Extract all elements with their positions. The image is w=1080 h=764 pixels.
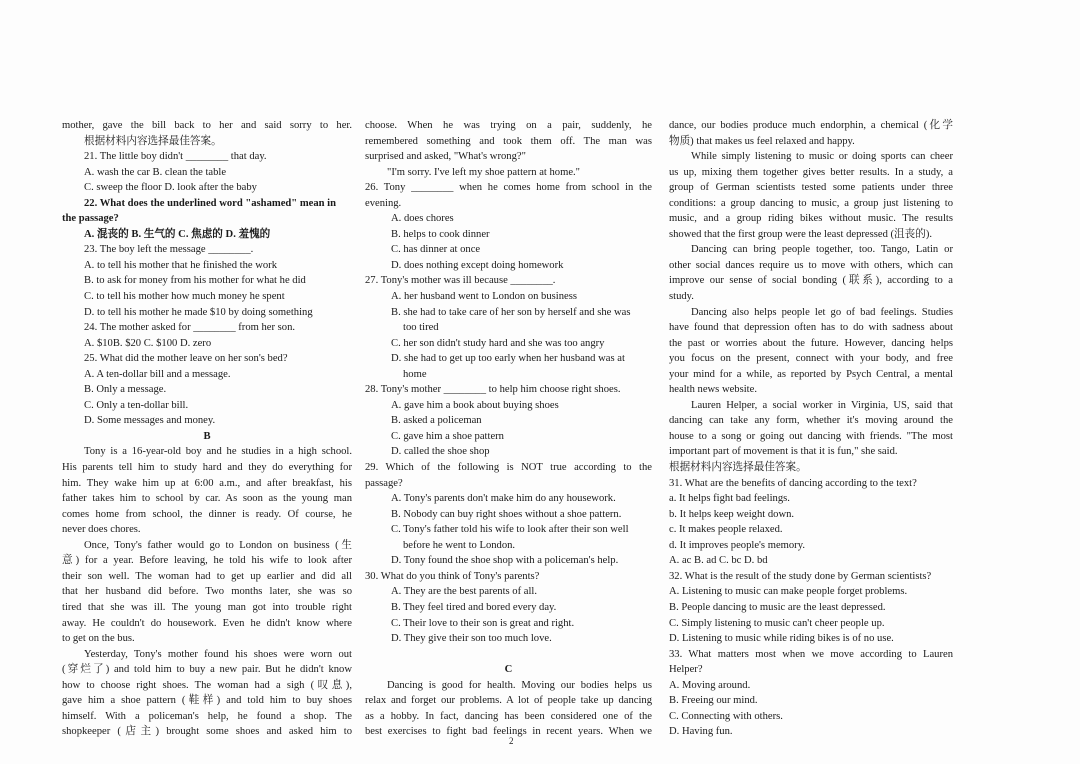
text-line: conditions: a group dancing to music, a group just listening to — [669, 197, 953, 209]
text-line: B. Freeing our mind. — [669, 695, 758, 707]
text-line: you focus on the present, connect with your body, and free — [669, 353, 953, 365]
text-line: A. to tell his mother that he finished the work — [84, 259, 278, 271]
text-line: D. to tell his mother he made $10 by doing something — [84, 306, 313, 318]
text-line: their son well. The woman had to get up earlier and did all — [62, 570, 352, 582]
text-line: A. Tony's parents don't make him do any housework. — [391, 493, 616, 505]
text-line: 32. What is the result of the study done by German scientists? — [669, 570, 932, 582]
text-line: the past or worries about the future. However, dancing helps — [669, 337, 953, 349]
text-line: While simply listening to music or doing sports can cheer — [691, 151, 953, 163]
text-line: C. sweep the floor D. look after the baby — [84, 182, 257, 194]
text-line: 根据材料内容选择最佳答案。 — [84, 135, 222, 147]
text-line: 29. Which of the following is NOT true according to the — [365, 462, 652, 474]
text-line: His parents tell him to study hard and they do everything for — [62, 462, 352, 474]
text-line: never does chores. — [62, 524, 141, 536]
text-line: comes home from school, the dinner is ready. Of course, he — [62, 508, 352, 520]
text-line: d. It improves people's memory. — [669, 539, 805, 551]
text-line: A. her husband went to London on business — [391, 291, 577, 303]
text-line: evening. — [365, 197, 402, 209]
text-line: health news website. — [669, 384, 757, 396]
text-line: other social dances require us to move with others, which can — [669, 259, 953, 271]
text-line: study. — [669, 291, 694, 303]
text-line: away. He couldn't do housework. Even he didn't know where — [62, 617, 352, 629]
text-line: dancing can take any form, whether it's moving around the — [669, 415, 953, 427]
text-line: 25. What did the mother leave on her son's bed? — [84, 353, 288, 365]
text-line: mother, gave the bill back to her and said sorry to her. — [62, 120, 352, 131]
text-line: best exercises to fight bad feelings in recent years. When we — [365, 726, 652, 738]
text-line: shopkeeper (店主) brought some shoes and asked him to — [62, 726, 352, 738]
text-line: c. It makes people relaxed. — [669, 524, 783, 536]
text-line: C. Simply listening to music can't cheer people up. — [669, 617, 885, 629]
text-line: B. helps to cook dinner — [391, 228, 490, 240]
text-line: important part of movement is that it is fun," she said. — [669, 446, 898, 458]
text-line: him. They wake him up at 6:00 a.m., and after breakfast, his — [62, 477, 352, 489]
text-line: how to choose right shoes. The woman had a sigh (叹息), — [62, 679, 352, 691]
text-line: group of German scientists tested some patients under three — [669, 182, 953, 194]
text-line: A. 混丧的 B. 生气的 C. 焦虑的 D. 羞愧的 — [84, 228, 271, 240]
text-line: Dancing also helps people let go of bad feelings. Studies — [691, 306, 953, 318]
text-line — [365, 647, 652, 663]
text-line: dance, our bodies produce much endorphin, a chemical (化学 — [669, 120, 953, 131]
text-line: gave him a shoe pattern (鞋样) and told him to buy shoes — [62, 695, 352, 707]
text-line: C — [504, 664, 513, 676]
text-line: B. to ask for money from his mother for what he did — [84, 275, 306, 287]
text-line: before he went to London. — [403, 539, 516, 551]
text-line: 26. Tony ________ when he comes home from school in the — [365, 182, 652, 194]
text-line: music, and a group riding bikes without music. The results — [669, 213, 953, 225]
text-line: B. They feel tired and bored every day. — [391, 601, 557, 613]
text-line: passage? — [365, 477, 403, 489]
text-line: "I'm sorry. I've left my shoe pattern at home." — [387, 166, 580, 178]
text-line: B — [203, 430, 211, 442]
text-line: A. A ten-dollar bill and a message. — [84, 368, 231, 380]
text-line: A. gave him a book about buying shoes — [391, 399, 559, 411]
text-line: B. People dancing to music are the least depressed. — [669, 601, 886, 613]
text-line: C. Only a ten-dollar bill. — [84, 399, 189, 411]
text-line: D. Listening to music while riding bikes is of no use. — [669, 633, 894, 645]
text-line: A. Moving around. — [669, 679, 751, 691]
text-line: house to a song or going out dancing with friends. "The most — [669, 430, 953, 442]
text-line: showed that the first group were the least depressed (沮丧的). — [669, 228, 933, 240]
text-line: C. to tell his mother how much money he spent — [84, 291, 285, 303]
text-line: 21. The little boy didn't ________ that day. — [84, 151, 267, 163]
page-number: 2 — [509, 736, 514, 746]
text-line: to get on the bus. — [62, 633, 135, 645]
text-line: (穿烂了) and told him to buy a new pair. But he didn't know — [62, 664, 352, 676]
text-line: Once, Tony's father would go to London on business (生 — [84, 539, 352, 551]
text-line: C. Connecting with others. — [669, 710, 783, 722]
text-line: relax and forget our problems. A lot of people take up dancing — [365, 695, 652, 707]
text-line: 物质) that makes us feel relaxed and happy. — [669, 135, 855, 147]
text-line: a. It helps fight bad feelings. — [669, 493, 790, 505]
text-line: 33. What matters most when we move according to Lauren — [669, 648, 953, 660]
text-line: 24. The mother asked for ________ from her son. — [84, 322, 296, 334]
text-line: 31. What are the benefits of dancing according to the text? — [669, 477, 917, 489]
text-line: A. wash the car B. clean the table — [84, 166, 227, 178]
text-line: 22. What does the underlined word "ashamed" mean in — [84, 197, 337, 209]
column-left — [62, 118, 352, 740]
text-line: C. her son didn't study hard and she was too angry — [391, 337, 605, 349]
text-line: surprised and asked, "What's wrong?" — [365, 151, 526, 163]
text-line: 意) for a year. Before leaving, he told his wife to look after — [62, 555, 352, 567]
text-line: D. Having fun. — [669, 726, 733, 738]
text-line: A. does chores — [391, 213, 454, 225]
text-line: A. Listening to music can make people forget problems. — [669, 586, 908, 598]
text-line: the passage? — [62, 213, 119, 225]
text-line: himself. With a policeman's help, he found a shop. The — [62, 710, 352, 722]
text-line: us up, mixing them together gives better results. In a study, a — [669, 166, 953, 178]
text-line: Lauren Helper, a social worker in Virginia, US, said that — [691, 399, 953, 411]
text-line: A. They are the best parents of all. — [391, 586, 538, 598]
text-line: b. It helps keep weight down. — [669, 508, 795, 520]
column-middle — [365, 118, 652, 740]
column-right — [669, 118, 953, 740]
text-line: C. Their love to their son is great and right. — [391, 617, 575, 629]
text-line: C. gave him a shoe pattern — [391, 430, 504, 442]
text-line: too tired — [403, 322, 439, 334]
text-line: C. Tony's father told his wife to look after their son well — [391, 524, 629, 536]
text-line: D. Some messages and money. — [84, 415, 216, 427]
text-line: improve our sense of social bonding (联系), according to a — [669, 275, 953, 287]
text-line: D. she had to get up too early when her husband was at — [391, 353, 625, 365]
text-line: B. asked a policeman — [391, 415, 482, 427]
text-line: have found that depression often has to do with sadness about — [669, 322, 953, 334]
text-line: D. called the shoe shop — [391, 446, 490, 458]
text-line: Helper? — [669, 664, 703, 676]
text-line: A. $10B. $20 C. $100 D. zero — [84, 337, 212, 349]
text-line: B. Only a message. — [84, 384, 167, 396]
text-line: Tony is a 16-year-old boy and he studies in a high school. — [84, 446, 352, 458]
text-line: that her husband did before. Two months later, she was so — [62, 586, 352, 598]
text-line: B. Nobody can buy right shoes without a shoe pattern. — [391, 508, 622, 520]
text-line: D. Tony found the shoe shop with a policeman's help. — [391, 555, 619, 567]
text-line: D. does nothing except doing homework — [391, 259, 564, 271]
text-line: Dancing can bring people together, too. Tango, Latin or — [691, 244, 953, 256]
text-line: B. she had to take care of her son by herself and she was — [391, 306, 631, 318]
text-line: C. has dinner at once — [391, 244, 481, 256]
text-line: 27. Tony's mother was ill because ________. — [365, 275, 556, 287]
text-line: your mind for a while, as reported by Psych Central, a mental — [669, 368, 953, 380]
text-line: Yesterday, Tony's mother found his shoes were worn out — [84, 648, 352, 660]
text-line: D. They give their son too much love. — [391, 633, 552, 645]
text-line: Dancing is good for health. Moving our bodies helps us — [387, 679, 652, 691]
text-line: A. ac B. ad C. bc D. bd — [669, 555, 768, 567]
text-line: 28. Tony's mother ________ to help him choose right shoes. — [365, 384, 621, 396]
text-line: 根据材料内容选择最佳答案。 — [669, 462, 807, 474]
text-line: 23. The boy left the message ________. — [84, 244, 254, 256]
text-line: choose. When he was trying on a pair, suddenly, he — [365, 120, 652, 131]
text-line: home — [403, 368, 427, 380]
text-line: remembered something and took them off. The man was — [365, 135, 652, 147]
text-line: as a hobby. In fact, dancing has been considered one of the — [365, 710, 652, 722]
text-line: 30. What do you think of Tony's parents? — [365, 570, 540, 582]
text-line: father takes him to school by car. As soon as the young man — [62, 493, 352, 505]
text-line: tired that she was ill. The young man got into trouble right — [62, 601, 352, 613]
